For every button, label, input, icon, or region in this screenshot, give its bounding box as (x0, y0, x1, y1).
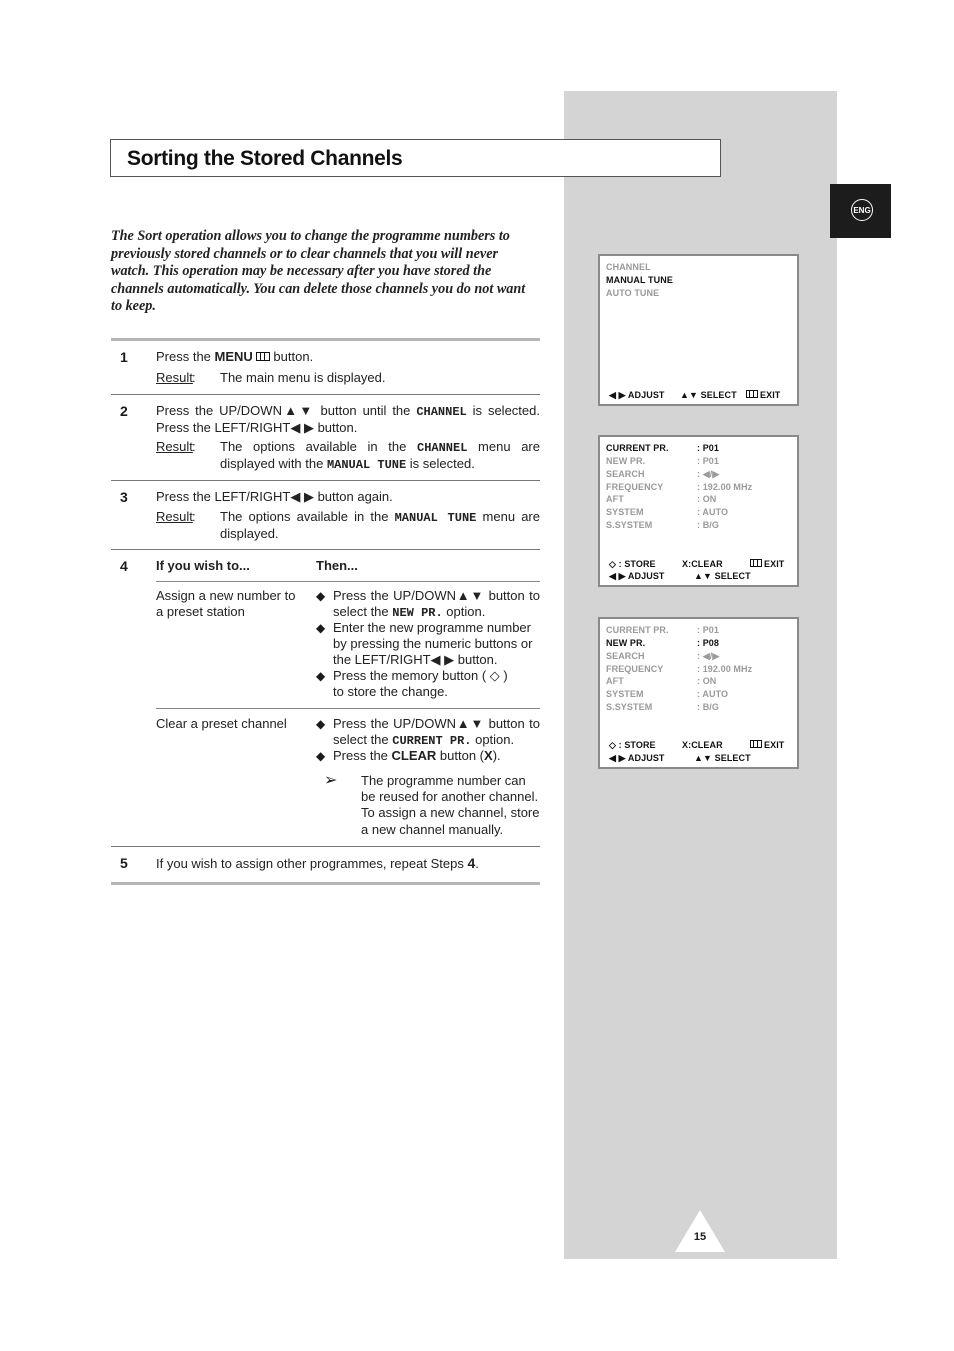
osd-manual-tune-new (598, 617, 799, 769)
clear-key-label: CLEAR (391, 748, 437, 763)
osd-footer-select: ▲▼ SELECT (694, 753, 751, 763)
menu-icon (746, 390, 758, 398)
result-text: menu are displayed with the (220, 439, 540, 472)
page-number: 15 (693, 1231, 707, 1243)
osd-value: : P01 (697, 625, 720, 635)
step-text: Press the (156, 349, 215, 364)
step-divider (111, 846, 540, 847)
bullet-text: Press the UP/DOWN▲▼ button to select the (333, 716, 540, 748)
osd-value: : AUTO (697, 689, 729, 699)
result-text: The options available in the (220, 439, 417, 454)
osd-exit-label: EXIT (764, 559, 785, 569)
bullet-text: Press the memory button ( ◇ ) (333, 668, 508, 683)
row-assign-bullet-3 (333, 668, 540, 700)
bullet-text: ). (492, 748, 501, 763)
osd-footer-exit (750, 740, 784, 750)
osd-value: : ON (697, 494, 717, 504)
osd-value: : P01 (697, 456, 720, 466)
osd-footer-exit (750, 559, 784, 569)
step-2-result (220, 439, 540, 473)
result-colon: : (192, 439, 196, 454)
osd-label: NEW PR. (606, 456, 646, 466)
step-number: 1 (120, 349, 128, 365)
osd-menu-item: AUTO TUNE (606, 288, 660, 298)
osd-label: AFT (606, 494, 624, 504)
column-header-then: Then... (316, 558, 358, 573)
row-clear-bullet-2 (333, 748, 540, 764)
step-number: 4 (120, 558, 128, 574)
menu-code: CHANNEL (417, 441, 468, 455)
result-text: The options available in the (220, 509, 395, 524)
result-colon: : (192, 509, 196, 524)
menu-icon (750, 740, 762, 748)
bullet-text: Press the (333, 748, 392, 763)
osd-label: AFT (606, 676, 624, 686)
osd-value: : 192.00 MHz (697, 482, 753, 492)
osd-footer-adjust: ◀ ▶ ADJUST (609, 571, 665, 581)
language-badge: ENG (851, 199, 873, 221)
title-box (110, 139, 721, 177)
osd-exit-label: EXIT (760, 390, 781, 400)
bullet-text: option. (471, 732, 515, 748)
osd-manual-tune-current (598, 435, 799, 587)
row-assign-wish: Assign a new number to a preset station (156, 588, 296, 620)
osd-footer-clear: X:CLEAR (682, 559, 723, 569)
step-divider (111, 480, 540, 481)
result-text: is selected. (406, 456, 475, 472)
step-number: 2 (120, 403, 128, 419)
section-rule-bottom (111, 882, 540, 885)
result-colon: : (192, 370, 196, 385)
diamond-bullet-icon: ◆ (316, 669, 326, 683)
note-arrow-icon: ➢ (324, 772, 338, 789)
osd-footer-adjust: ◀ ▶ ADJUST (609, 390, 665, 400)
table-header-rule (156, 581, 540, 582)
intro-paragraph: The Sort operation allows you to change the programme numbers to previously stored channels or to clear channels that you will never watch. This operation may be necessary after you have stored the channels automatically. You can delete those channels you do not want to keep. (111, 228, 526, 315)
diamond-bullet-icon: ◆ (316, 621, 326, 635)
osd-value: : ◀/▶ (697, 469, 720, 479)
step-text: If you wish to assign other programmes, repeat Steps (156, 856, 468, 871)
menu-code: NEW PR. (392, 606, 443, 621)
osd-value: : 192.00 MHz (697, 664, 753, 674)
osd-footer-store: ◇ : STORE (609, 740, 656, 750)
osd-value: : B/G (697, 702, 719, 712)
menu-icon (750, 559, 762, 567)
bullet-text: option. (442, 604, 486, 620)
osd-channel-menu (598, 254, 799, 406)
osd-label: CURRENT PR. (606, 625, 669, 635)
bullet-text: button ( (436, 748, 485, 763)
step-number: 3 (120, 489, 128, 505)
menu-code: CHANNEL (416, 405, 467, 419)
step-divider (111, 394, 540, 395)
step-3-instruction: Press the LEFT/RIGHT◀ ▶ button again. (156, 489, 393, 504)
osd-value: : ◀/▶ (697, 651, 720, 661)
step-text: button. (269, 349, 314, 364)
x-key-label: X (484, 748, 493, 763)
osd-value: : AUTO (697, 507, 729, 517)
osd-menu-item: CHANNEL (606, 262, 651, 272)
step-text: Press the UP/DOWN▲▼ button until the (156, 403, 417, 418)
menu-code: MANUAL TUNE (326, 458, 407, 473)
diamond-bullet-icon: ◆ (316, 589, 326, 603)
osd-value: : P08 (697, 638, 720, 648)
osd-menu-item-selected: MANUAL TUNE (606, 275, 673, 285)
result-label: Result (156, 439, 193, 454)
row-clear-wish: Clear a preset channel (156, 716, 287, 731)
osd-label: CURRENT PR. (606, 443, 669, 453)
step-3-result (220, 509, 540, 542)
osd-label: FREQUENCY (606, 664, 664, 674)
menu-code: CURRENT PR. (392, 734, 472, 749)
table-row-rule (156, 708, 540, 709)
section-rule-top (111, 338, 540, 341)
row-assign-bullet-1 (333, 588, 540, 621)
step-number: 5 (120, 855, 128, 871)
osd-footer-adjust: ◀ ▶ ADJUST (609, 753, 665, 763)
osd-label: SEARCH (606, 651, 645, 661)
osd-footer-select: ▲▼ SELECT (694, 571, 751, 581)
step-1-result: The main menu is displayed. (220, 370, 386, 385)
menu-key-label: MENU (214, 349, 253, 364)
language-tab (830, 184, 891, 238)
result-label: Result (156, 370, 193, 385)
page-title: Sorting the Stored Channels (127, 147, 403, 170)
osd-value: : B/G (697, 520, 719, 530)
osd-label: NEW PR. (606, 638, 646, 648)
osd-value: : P01 (697, 443, 720, 453)
result-label: Result (156, 509, 193, 524)
step-text: is selected. Press the LEFT/RIGHT◀ ▶ button. (156, 403, 540, 436)
osd-label: SYSTEM (606, 689, 644, 699)
osd-label: SEARCH (606, 469, 645, 479)
menu-code: MANUAL TUNE (394, 511, 477, 525)
osd-label: FREQUENCY (606, 482, 664, 492)
osd-footer-clear: X:CLEAR (682, 740, 723, 750)
osd-footer-store: ◇ : STORE (609, 559, 656, 569)
row-assign-bullet-2: Enter the new programme number by pressing the numeric buttons or the LEFT/RIGHT◀ ▶ button. (333, 620, 533, 668)
step-2-instruction (156, 403, 540, 436)
osd-label: SYSTEM (606, 507, 644, 517)
step-divider (111, 549, 540, 550)
osd-footer-select: ▲▼ SELECT (680, 390, 737, 400)
step-reference: 4 (467, 855, 476, 871)
menu-icon (256, 352, 270, 361)
column-header-wish: If you wish to... (156, 558, 250, 573)
note-text: The programme number can be reused for another channel. To assign a new channel, store a new channel manually. (361, 773, 540, 837)
step-text: . (475, 856, 479, 871)
osd-exit-label: EXIT (764, 740, 785, 750)
osd-footer-exit (746, 390, 780, 400)
result-text: menu are displayed. (220, 509, 540, 542)
diamond-bullet-icon: ◆ (316, 717, 326, 731)
osd-label: S.SYSTEM (606, 520, 653, 530)
diamond-bullet-icon: ◆ (316, 749, 326, 763)
row-clear-bullet-1 (333, 716, 540, 749)
bullet-text: Press the UP/DOWN▲▼ button to select the (333, 588, 540, 620)
step-1-instruction (156, 349, 540, 365)
osd-label: S.SYSTEM (606, 702, 653, 712)
bullet-text: to store the change. (333, 684, 448, 700)
step-5-instruction (156, 855, 540, 872)
osd-value: : ON (697, 676, 717, 686)
